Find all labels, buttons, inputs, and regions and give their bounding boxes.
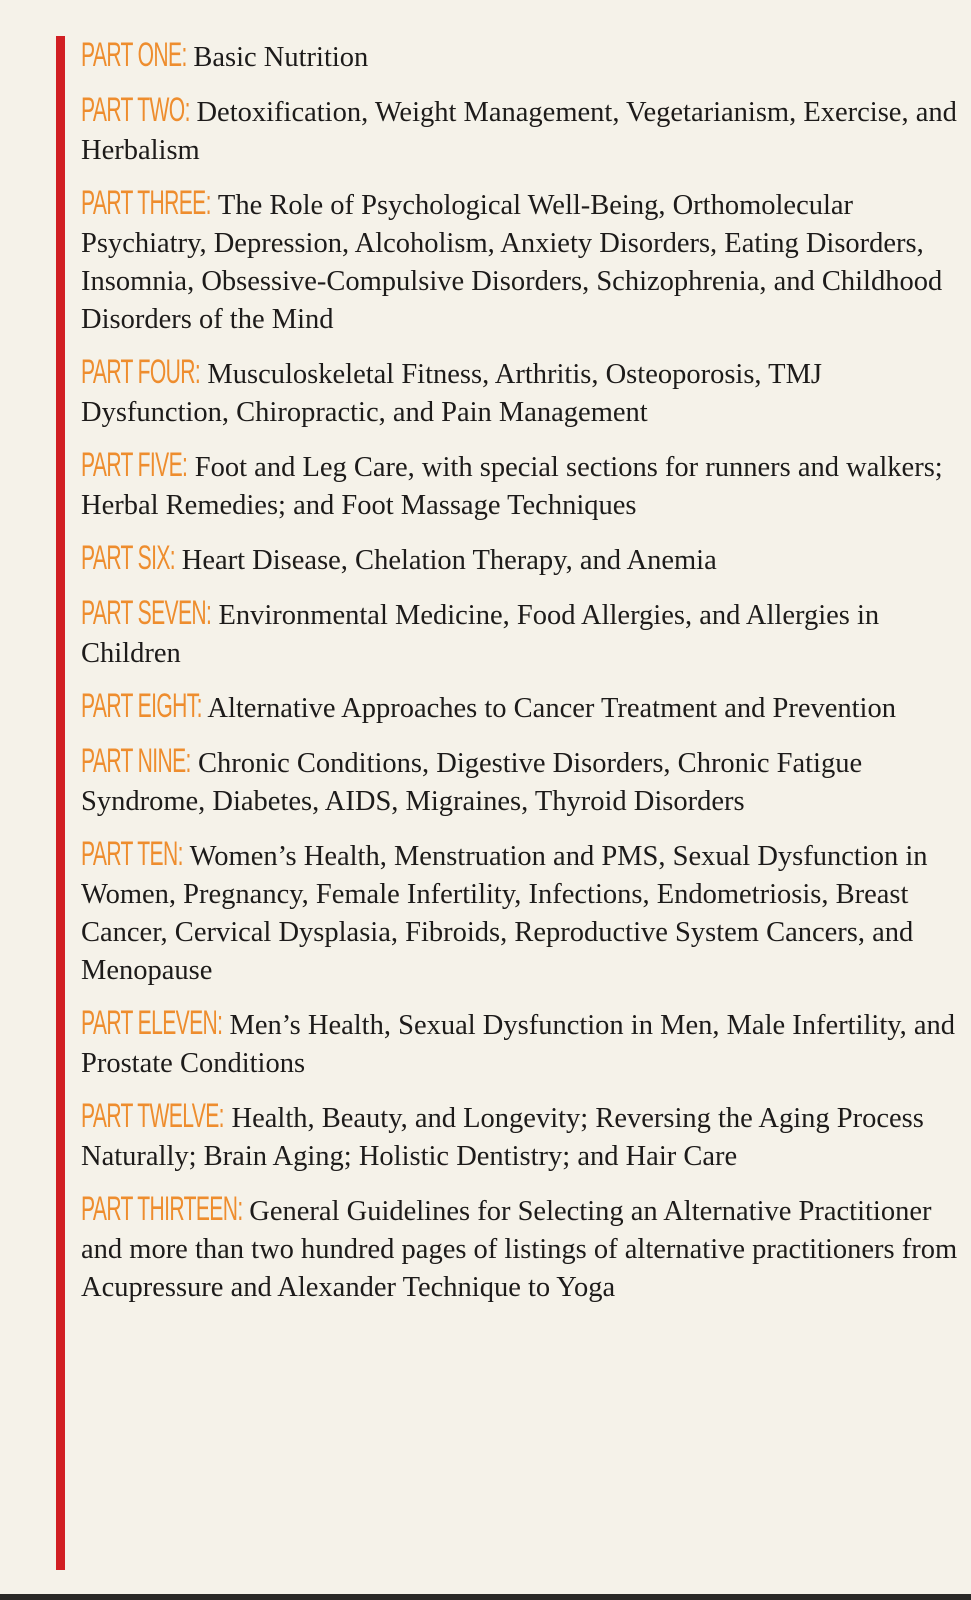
part-label-4: PART FOUR: xyxy=(81,353,201,391)
part-text-2: Detoxification, Weight Management, Vegetarianism, Exercise, and Herbalism xyxy=(81,97,957,166)
part-text-7: Environmental Medicine, Food Allergies, and Allergies in Children xyxy=(81,600,880,669)
part-label-11: PART ELEVEN: xyxy=(81,1004,223,1042)
part-text-3: The Role of Psychological Well-Being, Orthomolecular Psychiatry, Depression, Alcoholism, Anxiety Disorders, Eating Disorders, Insomnia, Obsessive-Compulsive Disorders, Schizophrenia, and Childhood Disorders of the Mind xyxy=(81,190,943,335)
part-entry-6 xyxy=(81,539,961,580)
part-entry-7 xyxy=(81,594,961,673)
part-label-8: PART EIGHT: xyxy=(81,687,202,725)
part-entry-1 xyxy=(81,36,961,77)
part-label-2: PART TWO: xyxy=(81,91,190,129)
part-entry-13 xyxy=(81,1190,961,1307)
part-text-10: Women’s Health, Menstruation and PMS, Sexual Dysfunction in Women, Pregnancy, Female Infertility, Infections, Endometriosis, Breast Cancer, Cervical Dysplasia, Fibroids, Reproductive System Cancers, and Menopause xyxy=(81,841,928,986)
part-text-5: Foot and Leg Care, with special sections for runners and walkers; Herbal Remedies; and Foot Massage Techniques xyxy=(81,452,943,521)
part-text-6: Heart Disease, Chelation Therapy, and Anemia xyxy=(181,545,717,576)
part-entry-4 xyxy=(81,353,961,432)
part-label-10: PART TEN: xyxy=(81,835,183,873)
part-label-13: PART THIRTEEN: xyxy=(81,1190,243,1228)
part-label-7: PART SEVEN: xyxy=(81,594,212,632)
part-label-6: PART SIX: xyxy=(81,539,176,577)
part-text-11: Men’s Health, Sexual Dysfunction in Men, Male Infertility, and Prostate Conditions xyxy=(81,1010,956,1079)
part-text-12: Health, Beauty, and Longevity; Reversing the Aging Process Naturally; Brain Aging; Holistic Dentistry; and Hair Care xyxy=(81,1103,924,1172)
contents-list xyxy=(81,36,961,1321)
part-entry-8 xyxy=(81,687,961,728)
part-label-9: PART NINE: xyxy=(81,742,191,780)
part-label-1: PART ONE: xyxy=(81,36,187,74)
part-entry-3 xyxy=(81,184,961,339)
part-entry-10 xyxy=(81,835,961,990)
part-text-4: Musculoskeletal Fitness, Arthritis, Osteoporosis, TMJ Dysfunction, Chiropractic, and Pain Management xyxy=(81,359,823,428)
part-label-12: PART TWELVE: xyxy=(81,1097,224,1135)
part-entry-5 xyxy=(81,446,961,525)
part-entry-9 xyxy=(81,742,961,821)
part-label-5: PART FIVE: xyxy=(81,446,188,484)
part-entry-12 xyxy=(81,1097,961,1176)
part-entry-11 xyxy=(81,1004,961,1083)
part-entry-2 xyxy=(81,91,961,170)
part-text-1: Basic Nutrition xyxy=(193,42,369,73)
part-text-8: Alternative Approaches to Cancer Treatment and Prevention xyxy=(207,693,896,724)
part-label-3: PART THREE: xyxy=(81,184,211,222)
part-text-9: Chronic Conditions, Digestive Disorders, Chronic Fatigue Syndrome, Diabetes, AIDS, Migraines, Thyroid Disorders xyxy=(81,748,863,817)
part-text-13: General Guidelines for Selecting an Alternative Practitioner and more than two hundred pages of listings of alternative practitioners from Acupressure and Alexander Technique to Yoga xyxy=(81,1196,958,1303)
red-accent-bar xyxy=(56,36,65,1570)
bottom-edge-line xyxy=(0,1594,971,1600)
